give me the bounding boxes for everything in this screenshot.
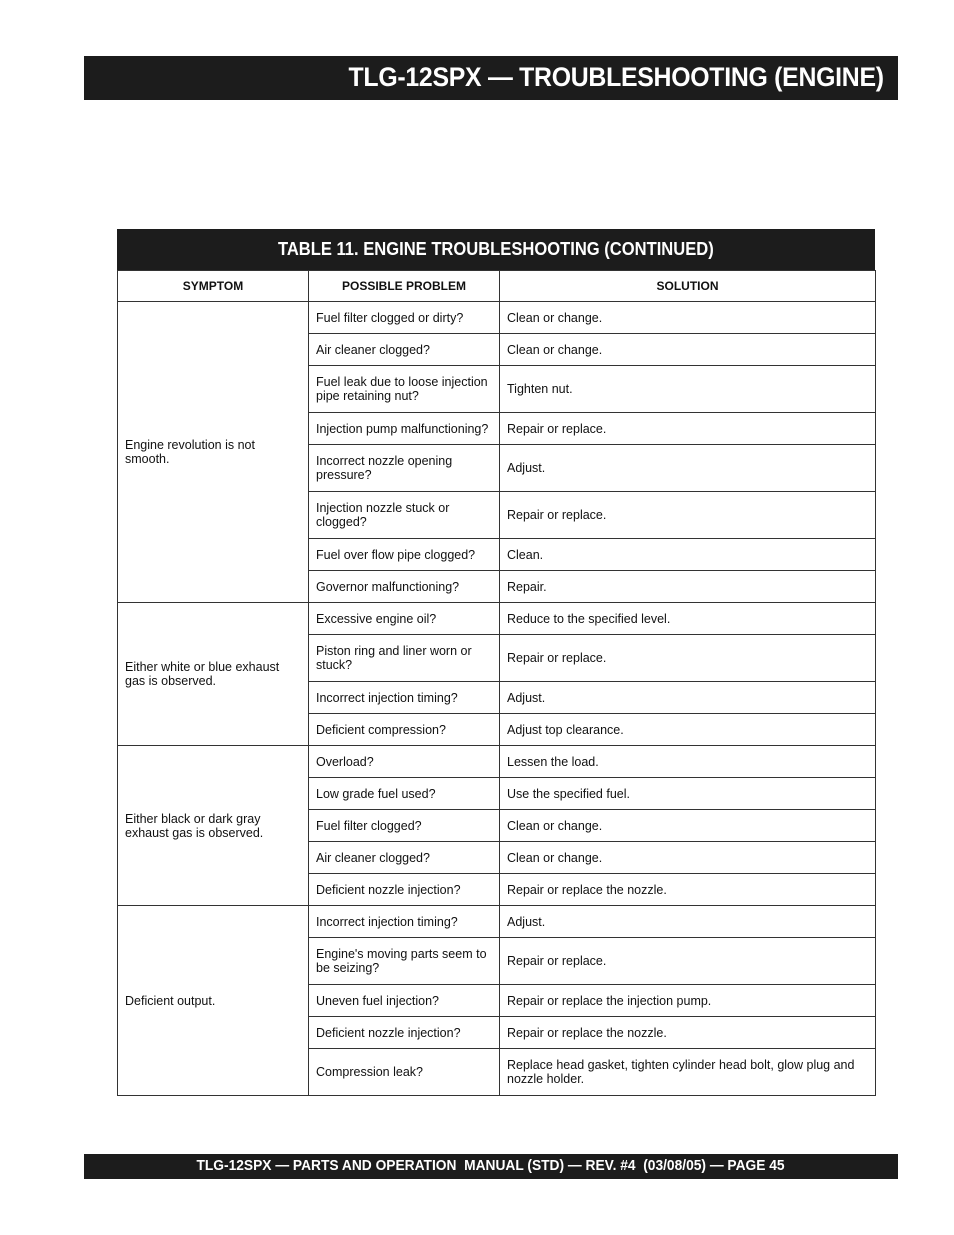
possible-problem-cell: Incorrect nozzle opening pressure? bbox=[309, 445, 500, 492]
possible-problem-cell: Excessive engine oil? bbox=[309, 603, 500, 635]
solution-cell: Adjust top clearance. bbox=[500, 714, 876, 746]
possible-problem-cell: Governor malfunctioning? bbox=[309, 571, 500, 603]
solution-cell: Replace head gasket, tighten cylinder head bolt, glow plug and nozzle holder. bbox=[500, 1049, 876, 1096]
possible-problem-cell: Incorrect injection timing? bbox=[309, 906, 500, 938]
possible-problem-cell: Air cleaner clogged? bbox=[309, 334, 500, 366]
table-row bbox=[118, 603, 876, 635]
symptom-cell: Either black or dark gray exhaust gas is observed. bbox=[118, 746, 309, 906]
solution-cell: Repair. bbox=[500, 571, 876, 603]
solution-cell: Lessen the load. bbox=[500, 746, 876, 778]
solution-cell: Repair or replace the injection pump. bbox=[500, 985, 876, 1017]
symptom-cell: Engine revolution is not smooth. bbox=[118, 302, 309, 603]
possible-problem-cell: Fuel leak due to loose injection pipe retaining nut? bbox=[309, 366, 500, 413]
page-title: TLG-12SPX — TROUBLESHOOTING (ENGINE) bbox=[348, 62, 884, 92]
table-row bbox=[118, 302, 876, 334]
possible-problem-cell: Low grade fuel used? bbox=[309, 778, 500, 810]
troubleshooting-table bbox=[117, 229, 875, 1096]
possible-problem-cell: Compression leak? bbox=[309, 1049, 500, 1096]
possible-problem-cell: Deficient nozzle injection? bbox=[309, 1017, 500, 1049]
possible-problem-cell: Injection pump malfunctioning? bbox=[309, 413, 500, 445]
possible-problem-cell: Deficient compression? bbox=[309, 714, 500, 746]
column-header-possible-problem: POSSIBLE PROBLEM bbox=[309, 271, 500, 302]
troubleshooting-grid bbox=[117, 270, 876, 1096]
possible-problem-cell: Uneven fuel injection? bbox=[309, 985, 500, 1017]
solution-cell: Adjust. bbox=[500, 906, 876, 938]
solution-cell: Repair or replace. bbox=[500, 413, 876, 445]
table-title: TABLE 11. ENGINE TROUBLESHOOTING (CONTINUED) bbox=[278, 239, 714, 259]
table-body bbox=[118, 302, 876, 1096]
page-footer bbox=[84, 1154, 898, 1179]
solution-cell: Adjust. bbox=[500, 682, 876, 714]
possible-problem-cell: Overload? bbox=[309, 746, 500, 778]
solution-cell: Repair or replace the nozzle. bbox=[500, 1017, 876, 1049]
solution-cell: Repair or replace. bbox=[500, 938, 876, 985]
possible-problem-cell: Injection nozzle stuck or clogged? bbox=[309, 492, 500, 539]
solution-cell: Use the specified fuel. bbox=[500, 778, 876, 810]
solution-cell: Tighten nut. bbox=[500, 366, 876, 413]
solution-cell: Clean or change. bbox=[500, 810, 876, 842]
solution-cell: Clean or change. bbox=[500, 842, 876, 874]
page-title-bar bbox=[84, 56, 898, 100]
possible-problem-cell: Fuel filter clogged or dirty? bbox=[309, 302, 500, 334]
solution-cell: Clean or change. bbox=[500, 334, 876, 366]
table-title-bar bbox=[117, 229, 875, 270]
possible-problem-cell: Incorrect injection timing? bbox=[309, 682, 500, 714]
table-row bbox=[118, 906, 876, 938]
solution-cell: Repair or replace. bbox=[500, 635, 876, 682]
possible-problem-cell: Deficient nozzle injection? bbox=[309, 874, 500, 906]
possible-problem-cell: Fuel filter clogged? bbox=[309, 810, 500, 842]
possible-problem-cell: Air cleaner clogged? bbox=[309, 842, 500, 874]
possible-problem-cell: Piston ring and liner worn or stuck? bbox=[309, 635, 500, 682]
solution-cell: Repair or replace the nozzle. bbox=[500, 874, 876, 906]
possible-problem-cell: Engine's moving parts seem to be seizing? bbox=[309, 938, 500, 985]
footer-text: TLG-12SPX — PARTS AND OPERATION MANUAL (STD) — REV. #4 (03/08/05) — PAGE 45 bbox=[196, 1158, 786, 1174]
table-row bbox=[118, 746, 876, 778]
solution-cell: Repair or replace. bbox=[500, 492, 876, 539]
table-header-row bbox=[118, 271, 876, 302]
solution-cell: Clean or change. bbox=[500, 302, 876, 334]
solution-cell: Reduce to the specified level. bbox=[500, 603, 876, 635]
column-header-solution: SOLUTION bbox=[500, 271, 876, 302]
solution-cell: Clean. bbox=[500, 539, 876, 571]
symptom-cell: Deficient output. bbox=[118, 906, 309, 1096]
solution-cell: Adjust. bbox=[500, 445, 876, 492]
possible-problem-cell: Fuel over flow pipe clogged? bbox=[309, 539, 500, 571]
symptom-cell: Either white or blue exhaust gas is observed. bbox=[118, 603, 309, 746]
column-header-symptom: SYMPTOM bbox=[118, 271, 309, 302]
